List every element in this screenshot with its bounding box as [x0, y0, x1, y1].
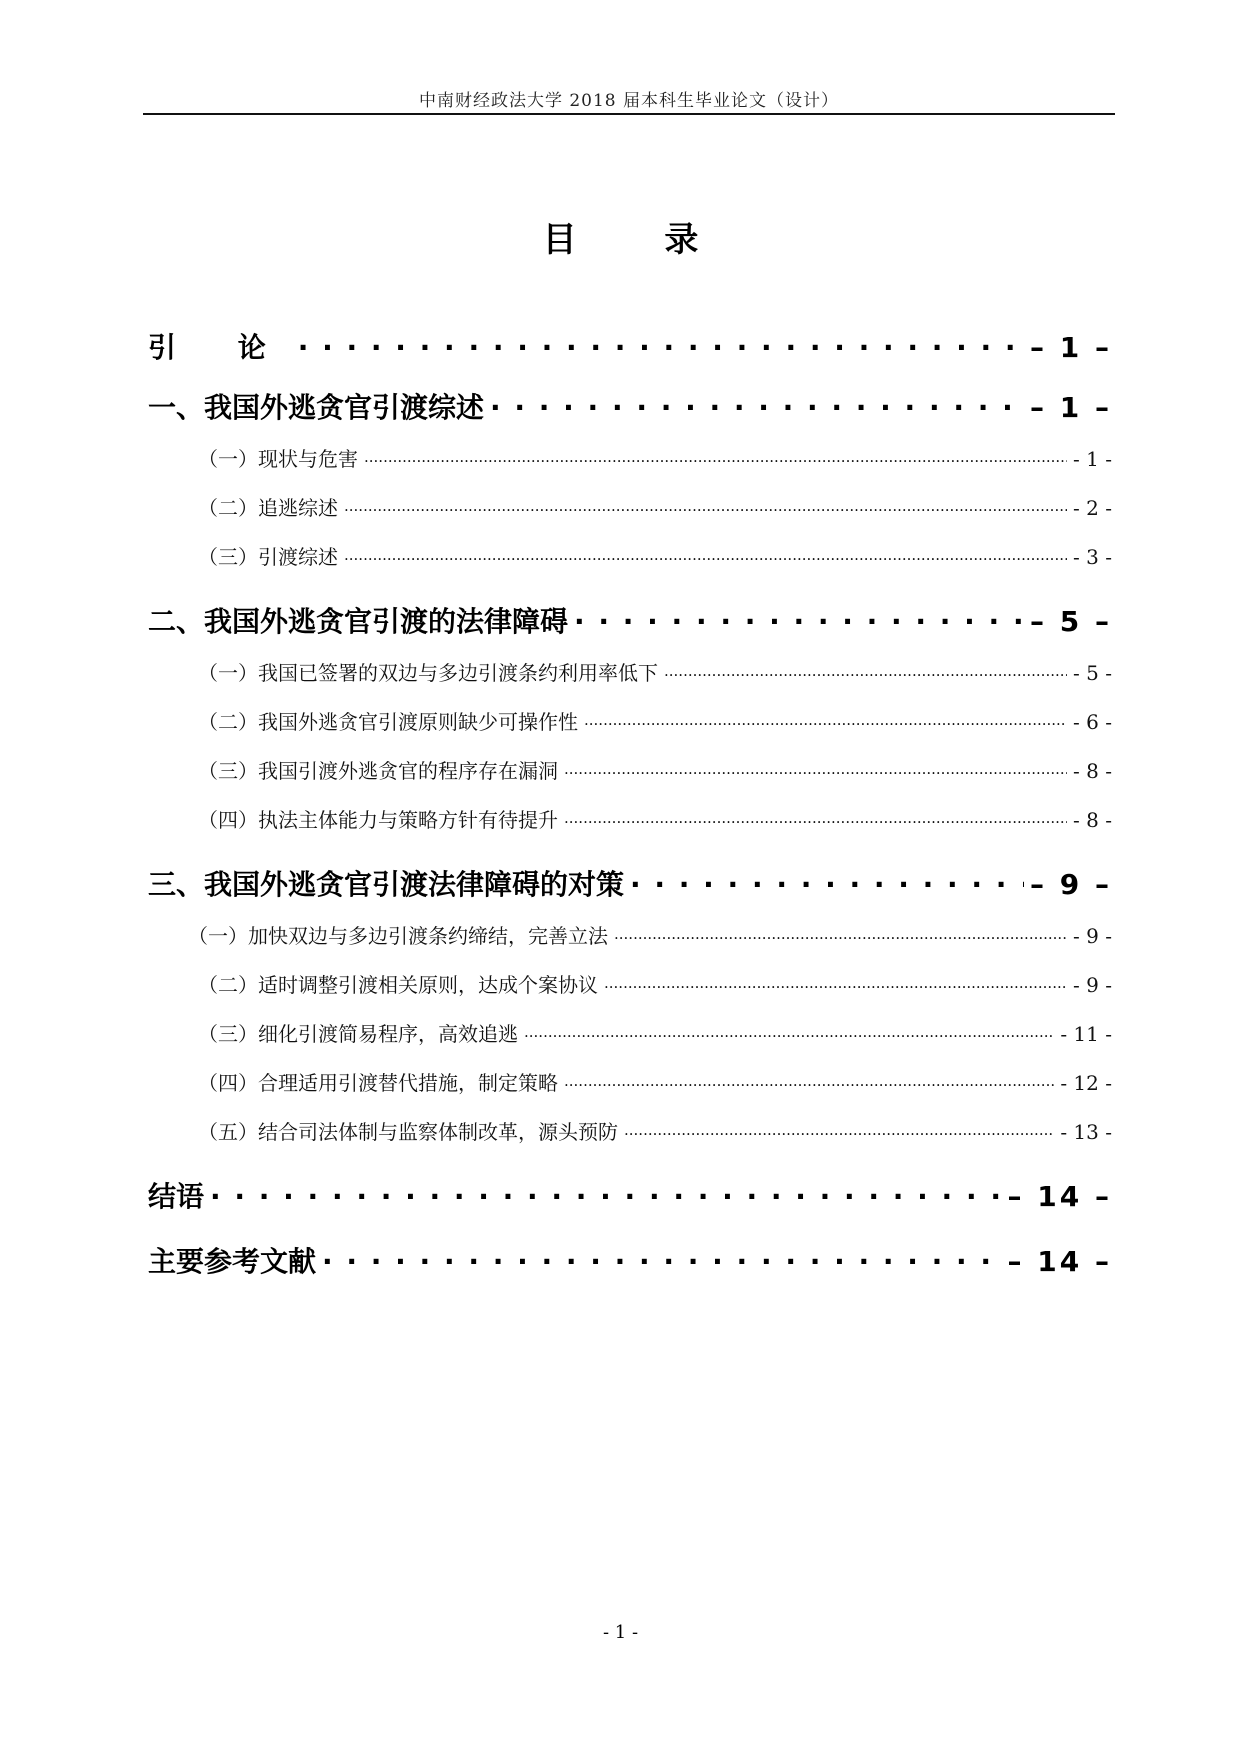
dot-leader [624, 1115, 1054, 1139]
dot-leader [574, 597, 1024, 631]
dot-leader [490, 383, 1024, 417]
toc-entry-3-1[interactable] [188, 919, 1112, 949]
toc-entry-label: 二、我国外逃贪官引渡的法律障碍 [148, 604, 569, 638]
toc-entry-page: - 9 - [1073, 973, 1112, 997]
toc-entry-label: （一）加快双边与多边引渡条约缔结，完善立法 [188, 924, 608, 948]
dot-leader [298, 323, 1024, 357]
toc-entry-label: （二）追逃综述 [198, 496, 338, 520]
toc-entry-label: 结语 [148, 1179, 205, 1213]
toc-entry-label: （五）结合司法体制与监察体制改革，源头预防 [198, 1120, 618, 1144]
toc-entry-page: - 11 - [1060, 1022, 1112, 1046]
toc-entry-label: 三、我国外逃贪官引渡法律障碍的对策 [148, 867, 625, 901]
dot-leader [584, 705, 1067, 729]
toc-entry-label: （二）适时调整引渡相关原则，达成个案协议 [198, 973, 598, 997]
toc-entry-1-3[interactable] [198, 540, 1112, 570]
dot-leader [614, 919, 1067, 943]
toc-entry-3-5[interactable] [198, 1115, 1112, 1145]
toc-entry-2-1[interactable] [198, 656, 1112, 686]
dot-leader [524, 1017, 1054, 1041]
toc-entry-label: （三）我国引渡外逃贪官的程序存在漏洞 [198, 759, 558, 783]
dot-leader [564, 754, 1067, 778]
toc-entry-page: - 9 - [1073, 924, 1112, 948]
dot-leader [564, 803, 1067, 827]
toc-entry-page: – 9 – [1030, 867, 1112, 901]
dot-leader [604, 968, 1067, 992]
toc-entry-2-2[interactable] [198, 705, 1112, 735]
page-number: - 1 - [602, 1622, 639, 1643]
toc-entry-references[interactable] [148, 1237, 1112, 1280]
toc-entry-label: （一）我国已签署的双边与多边引渡条约利用率低下 [198, 661, 658, 685]
toc-entry-label: （三）引渡综述 [198, 545, 338, 569]
toc-entry-page: – 5 – [1030, 604, 1112, 638]
dot-leader [344, 491, 1067, 515]
toc-entry-1-1[interactable] [198, 442, 1112, 472]
toc-entry-page: – 1 – [1030, 330, 1112, 364]
toc-entry-label: （二）我国外逃贪官引渡原则缺少可操作性 [198, 710, 578, 734]
toc-entry-chapter-1[interactable] [148, 383, 1112, 426]
toc-entry-label: （四）执法主体能力与策略方针有待提升 [198, 808, 558, 832]
dot-leader [210, 1172, 1002, 1206]
toc-entry-page: – 14 – [1007, 1179, 1112, 1213]
toc-entry-page: - 5 - [1073, 661, 1112, 685]
toc-entry-label: 一、我国外逃贪官引渡综述 [148, 390, 485, 424]
toc-entry-page: – 14 – [1007, 1244, 1112, 1278]
toc-entry-label: 主要参考文献 [148, 1244, 317, 1278]
header-rule [143, 113, 1115, 115]
dot-leader [564, 1066, 1054, 1090]
toc-entry-page: - 8 - [1073, 808, 1112, 832]
toc-entry-1-2[interactable] [198, 491, 1112, 521]
toc-entry-chapter-3[interactable] [148, 860, 1112, 903]
toc-entry-3-3[interactable] [198, 1017, 1112, 1047]
running-header: 中南财经政法大学 2018 届本科生毕业论文（设计） [418, 91, 840, 111]
toc-entry-page: - 8 - [1073, 759, 1112, 783]
toc-entry-conclusion[interactable] [148, 1172, 1112, 1215]
dot-leader [322, 1237, 1002, 1271]
dot-leader [630, 860, 1024, 894]
toc-entry-page: - 2 - [1073, 496, 1112, 520]
toc-entry-2-4[interactable] [198, 803, 1112, 833]
toc-entry-3-4[interactable] [198, 1066, 1112, 1096]
dot-leader [664, 656, 1067, 680]
dot-leader [344, 540, 1067, 564]
toc-entry-page: - 6 - [1073, 710, 1112, 734]
toc-entry-page: - 13 - [1060, 1120, 1112, 1144]
toc-title: 目 录 [542, 220, 737, 260]
toc-entry-chapter-2[interactable] [148, 597, 1112, 640]
toc-entry-label: 引 论 [148, 330, 292, 364]
toc-entry-page: – 1 – [1030, 390, 1112, 424]
toc-entry-page: - 12 - [1060, 1071, 1112, 1095]
toc-entry-label: （一）现状与危害 [198, 447, 358, 471]
toc-entry-3-2[interactable] [198, 968, 1112, 998]
toc-entry-page: - 3 - [1073, 545, 1112, 569]
toc-entry-label: （四）合理适用引渡替代措施，制定策略 [198, 1071, 558, 1095]
toc-entry-introduction[interactable] [148, 323, 1112, 366]
dot-leader [364, 442, 1067, 466]
toc-entry-2-3[interactable] [198, 754, 1112, 784]
toc-entry-page: - 1 - [1073, 447, 1112, 471]
toc-entry-label: （三）细化引渡简易程序，高效追逃 [198, 1022, 518, 1046]
